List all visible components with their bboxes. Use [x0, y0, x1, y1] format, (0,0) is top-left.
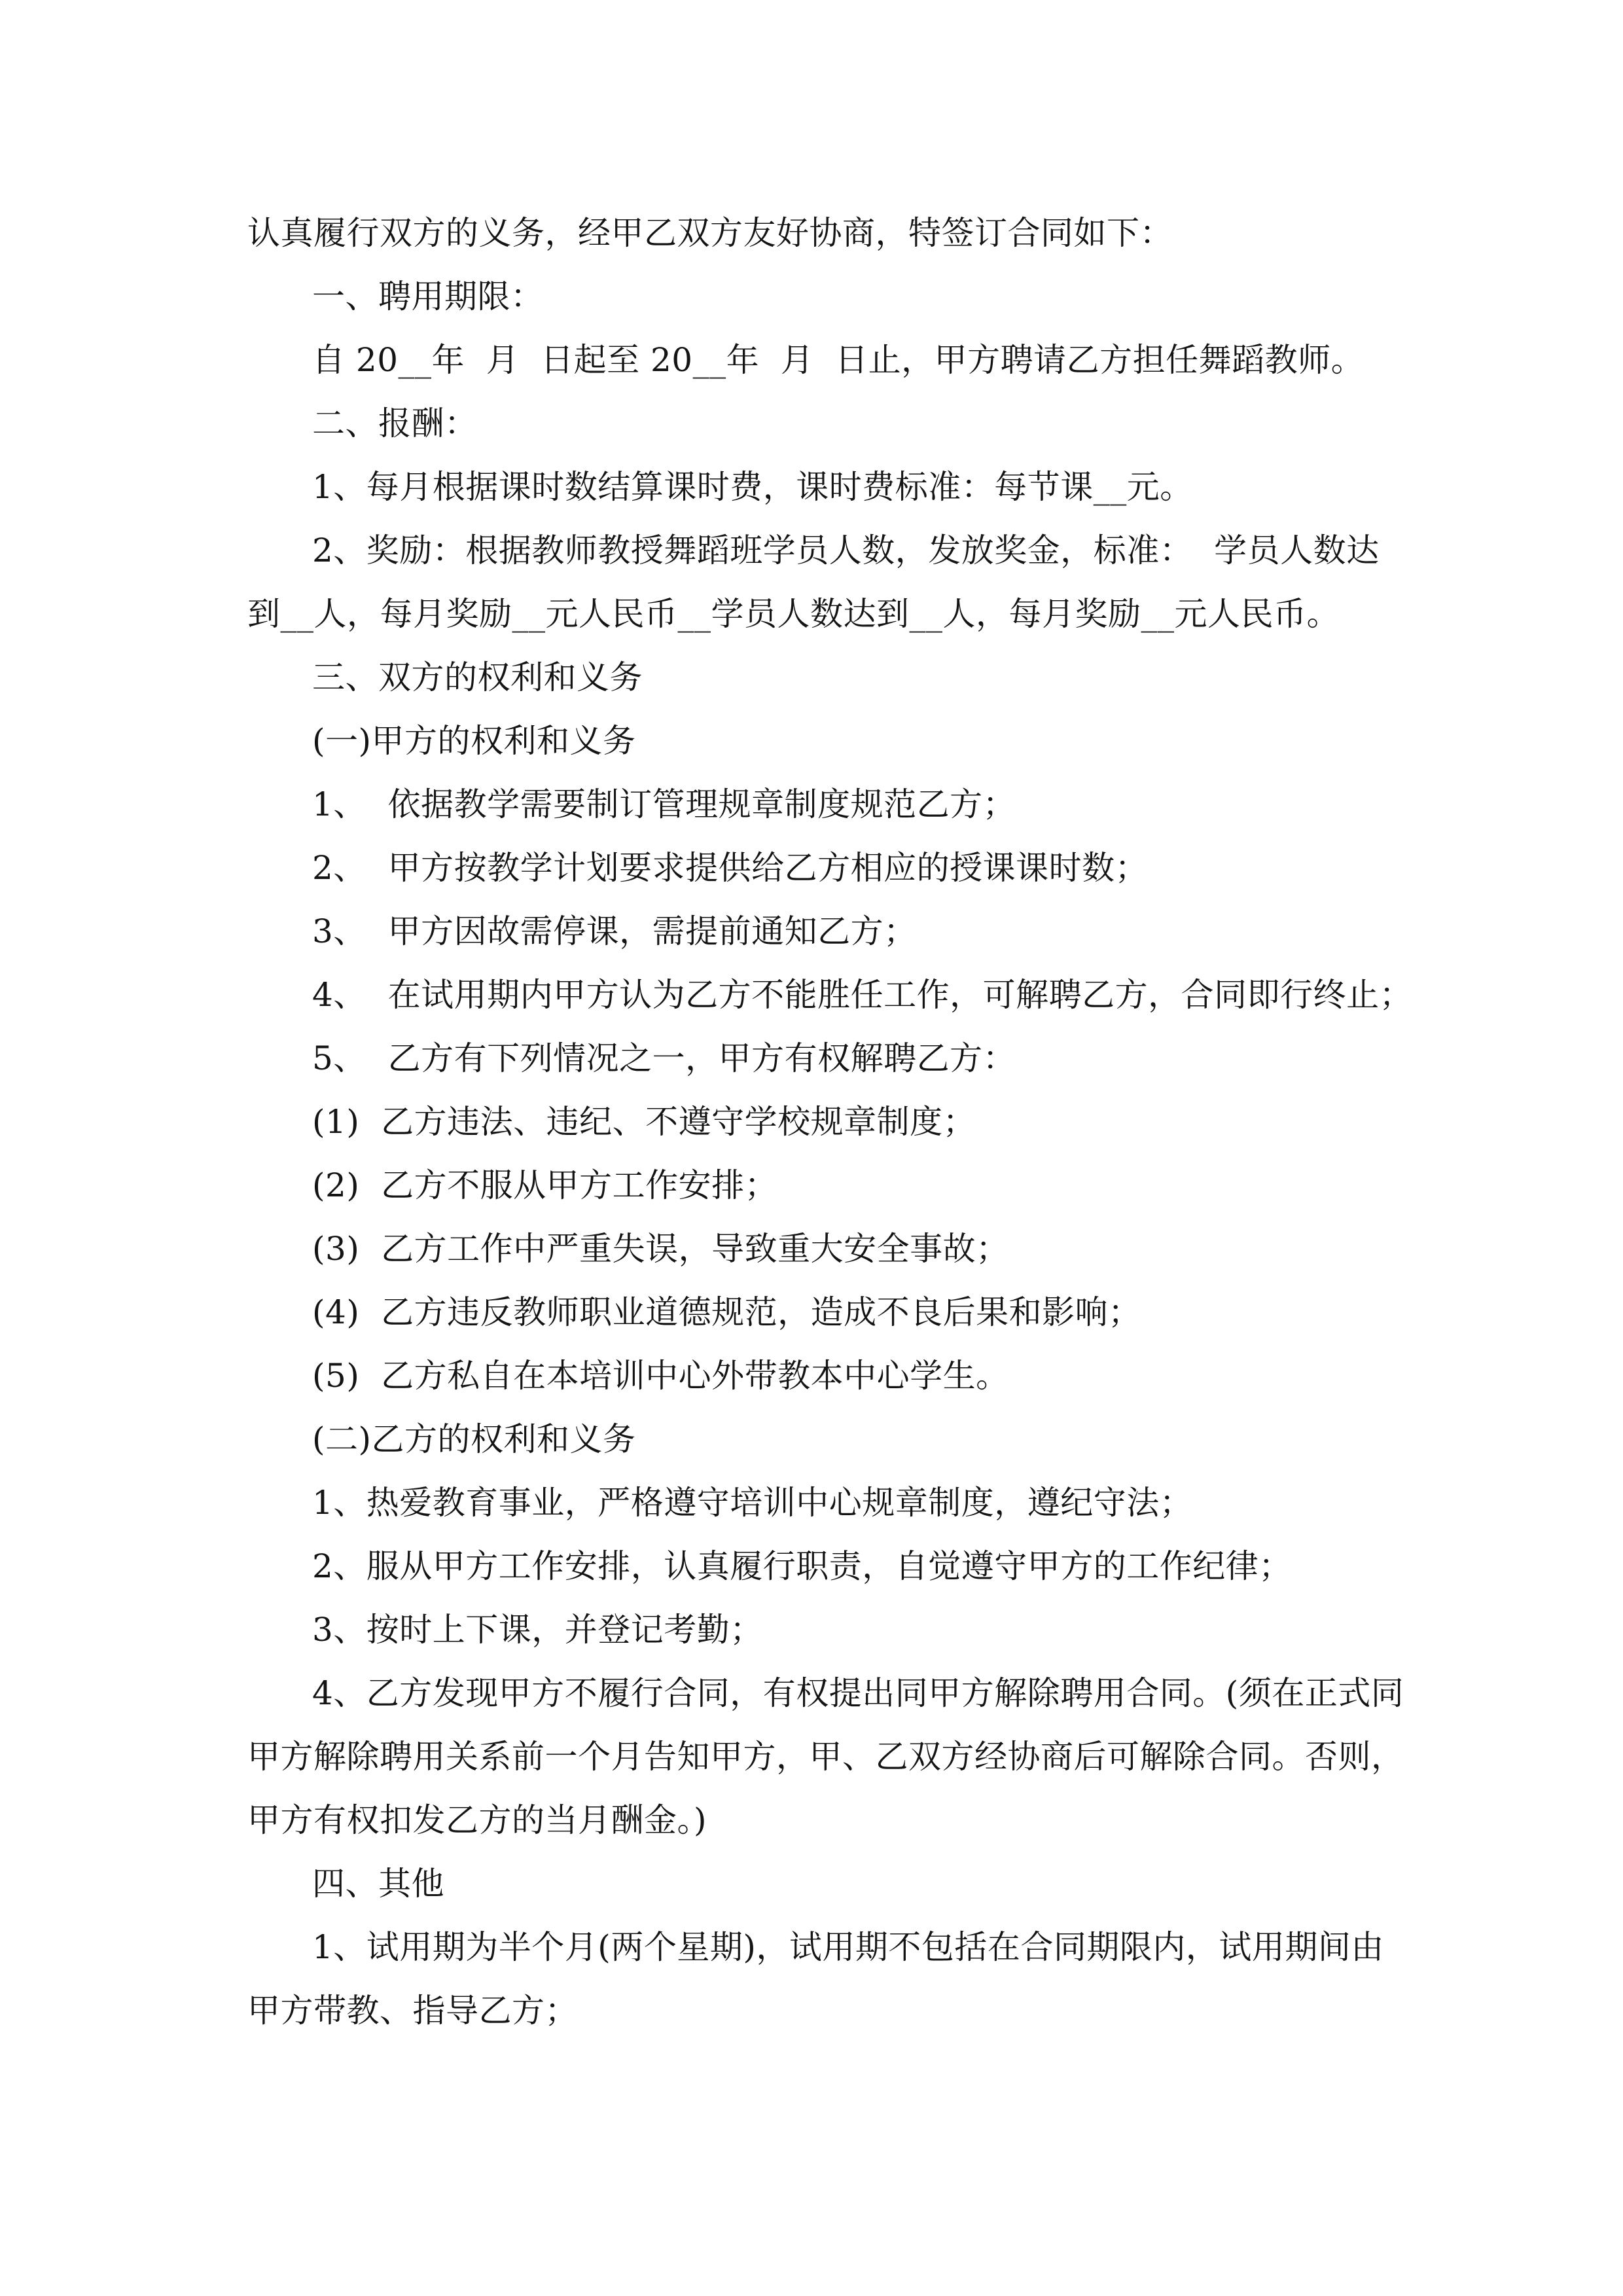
- text-line-intro: 认真履行双方的义务，经甲乙双方友好协商，特签订合同如下：: [247, 214, 1173, 252]
- subheading-party-a: (一)甲方的权利和义务: [312, 722, 636, 760]
- heading-other: 四、其他: [312, 1865, 444, 1903]
- list-item-b1: 1、热爱教育事业，严格遵守培训中心规章制度，遵纪守法；: [312, 1484, 1193, 1522]
- list-item-a1: 1、 依据教学需要制订管理规章制度规范乙方；: [312, 785, 1016, 823]
- list-item-b4-cont-1: 甲方解除聘用关系前一个月告知甲方，甲、乙双方经协商后可解除合同。否则，: [247, 1738, 1404, 1776]
- text-line-term-dates: 自 20__年 月 日起至 20__年 月 日止，甲方聘请乙方担任舞蹈教师。: [312, 341, 1364, 379]
- heading-term: 一、聘用期限：: [312, 278, 544, 315]
- list-item-b4-cont-2: 甲方有权扣发乙方的当月酬金。): [247, 1801, 707, 1839]
- list-subitem-4: (4) 乙方违反教师职业道德规范，造成不良后果和影响；: [312, 1293, 1141, 1331]
- list-item-b2: 2、服从甲方工作安排，认真履行职责，自觉遵守甲方的工作纪律；: [312, 1547, 1292, 1585]
- contract-body: [247, 202, 1413, 2043]
- list-item-a3: 3、 甲方因故需停课，需提前通知乙方；: [312, 912, 917, 950]
- text-line-bonus-cont: 到__人，每月奖励__元人民币__学员人数达到__人，每月奖励__元人民币。: [247, 595, 1340, 633]
- list-item-other-1-cont: 甲方带教、指导乙方；: [247, 1992, 578, 2030]
- list-item-b4: 4、乙方发现甲方不履行合同，有权提出同甲方解除聘用合同。(须在正式同: [312, 1674, 1404, 1712]
- list-subitem-5: (5) 乙方私自在本培训中心外带教本中心学生。: [312, 1357, 1009, 1395]
- list-item-a5: 5、 乙方有下列情况之一，甲方有权解聘乙方：: [312, 1039, 1016, 1077]
- list-subitem-1: (1) 乙方违法、违纪、不遵守学校规章制度；: [312, 1103, 976, 1141]
- subheading-party-b: (二)乙方的权利和义务: [312, 1420, 636, 1458]
- list-item-a2: 2、 甲方按教学计划要求提供给乙方相应的授课课时数；: [312, 849, 1149, 887]
- text-line-lesson-fee: 1、每月根据课时数结算课时费，课时费标准：每节课__元。: [312, 468, 1193, 506]
- text-line-bonus: 2、奖励：根据教师教授舞蹈班学员人数，发放奖金，标准： 学员人数达: [312, 531, 1380, 569]
- list-subitem-3: (3) 乙方工作中严重失误，导致重大安全事故；: [312, 1230, 1009, 1268]
- list-subitem-2: (2) 乙方不服从甲方工作安排；: [312, 1166, 778, 1204]
- list-item-other-1: 1、试用期为半个月(两个星期)，试用期不包括在合同期限内，试用期间由: [312, 1928, 1384, 1966]
- list-item-b3: 3、按时上下课，并登记考勤；: [312, 1611, 763, 1649]
- heading-rights-obligations: 三、双方的权利和义务: [312, 658, 643, 696]
- list-item-a4: 4、 在试用期内甲方认为乙方不能胜任工作，可解聘乙方，合同即行终止；: [312, 976, 1413, 1014]
- heading-remuneration: 二、报酬：: [312, 404, 478, 442]
